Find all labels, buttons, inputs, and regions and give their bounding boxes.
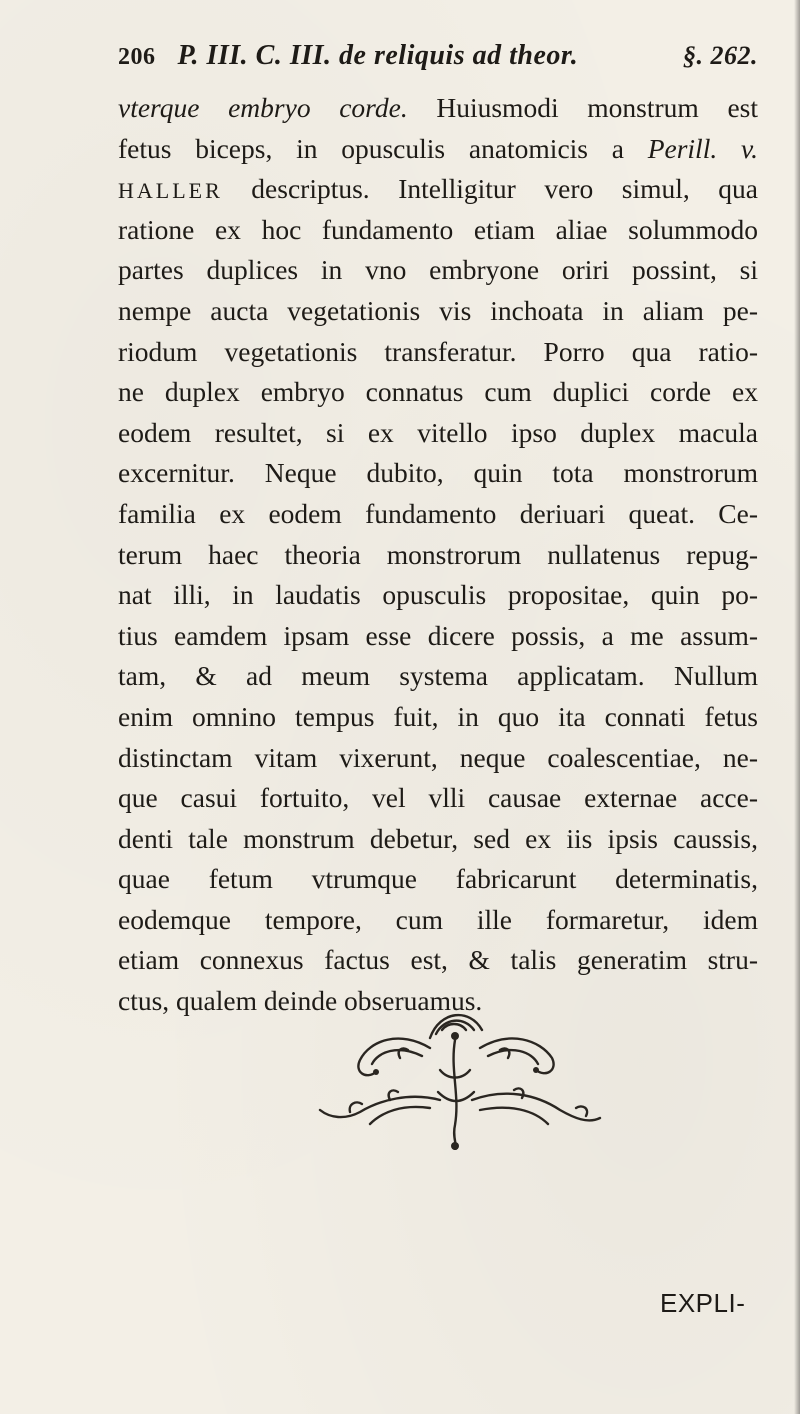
text-line: terum haec theoria monstrorum nullatenus repug- [118,538,758,570]
text-line: partes duplices in vno embryone oriri possint, si [118,254,758,286]
section-number: §. 262. [683,41,758,70]
text-line: excernitur. Neque dubito, quin tota monstrorum [118,457,758,489]
page-number: 206 [118,44,156,70]
text-line: fetus biceps, in opusculis anatomicis a Perill. v. [118,132,758,164]
text-line: ne duplex embryo connatus cum duplici corde ex [118,376,758,408]
text-line: vterque embryo corde. Huiusmodi monstrum est [118,92,758,123]
page-edge-shadow [794,0,800,1414]
catchword: EXPLI- [660,1288,746,1318]
running-head [118,40,758,84]
text-line: ctus, qualem deinde obseruamus. [118,985,483,1017]
text-line: quae fetum vtrumque fabricarunt determinatis, [118,863,758,895]
text-line: distinctam vitam vixerunt, neque coalescentiae, ne- [118,741,758,773]
text-line: denti tale monstrum debetur, sed ex iis ipsis caussis, [118,822,758,854]
text-line: ratione ex hoc fundamento etiam aliae solummodo [118,213,758,245]
text-line: familia ex eodem fundamento deriuari queat. Ce- [118,497,758,529]
text-line: riodum vegetationis transferatur. Porro qua ratio- [118,335,758,367]
text-line: HALLER descriptus. Intelligitur vero simul, qua [118,173,758,205]
body-paragraph [118,88,758,1022]
text-line: que casui fortuito, vel vlli causae externae acce- [118,782,758,814]
running-title: P. III. C. III. de reliquis ad theor. [177,40,579,71]
text-line: eodemque tempore, cum ille formaretur, idem [118,903,758,935]
text-line: tius eamdem ipsam esse dicere possis, a me assum- [118,619,758,651]
floral-vignette-icon [290,1000,620,1150]
text-line: eodem resultet, si ex vitello ipso duplex macula [118,416,758,448]
text-line: tam, & ad meum systema applicatam. Nullum [118,660,758,692]
text-line: enim omnino tempus fuit, in quo ita connati fetus [118,700,758,732]
text-line: nempe aucta vegetationis vis inchoata in aliam pe- [118,294,758,326]
text-line: etiam connexus factus est, & talis generatim stru- [118,944,758,976]
text-line: nat illi, in laudatis opusculis propositae, quin po- [118,579,758,611]
